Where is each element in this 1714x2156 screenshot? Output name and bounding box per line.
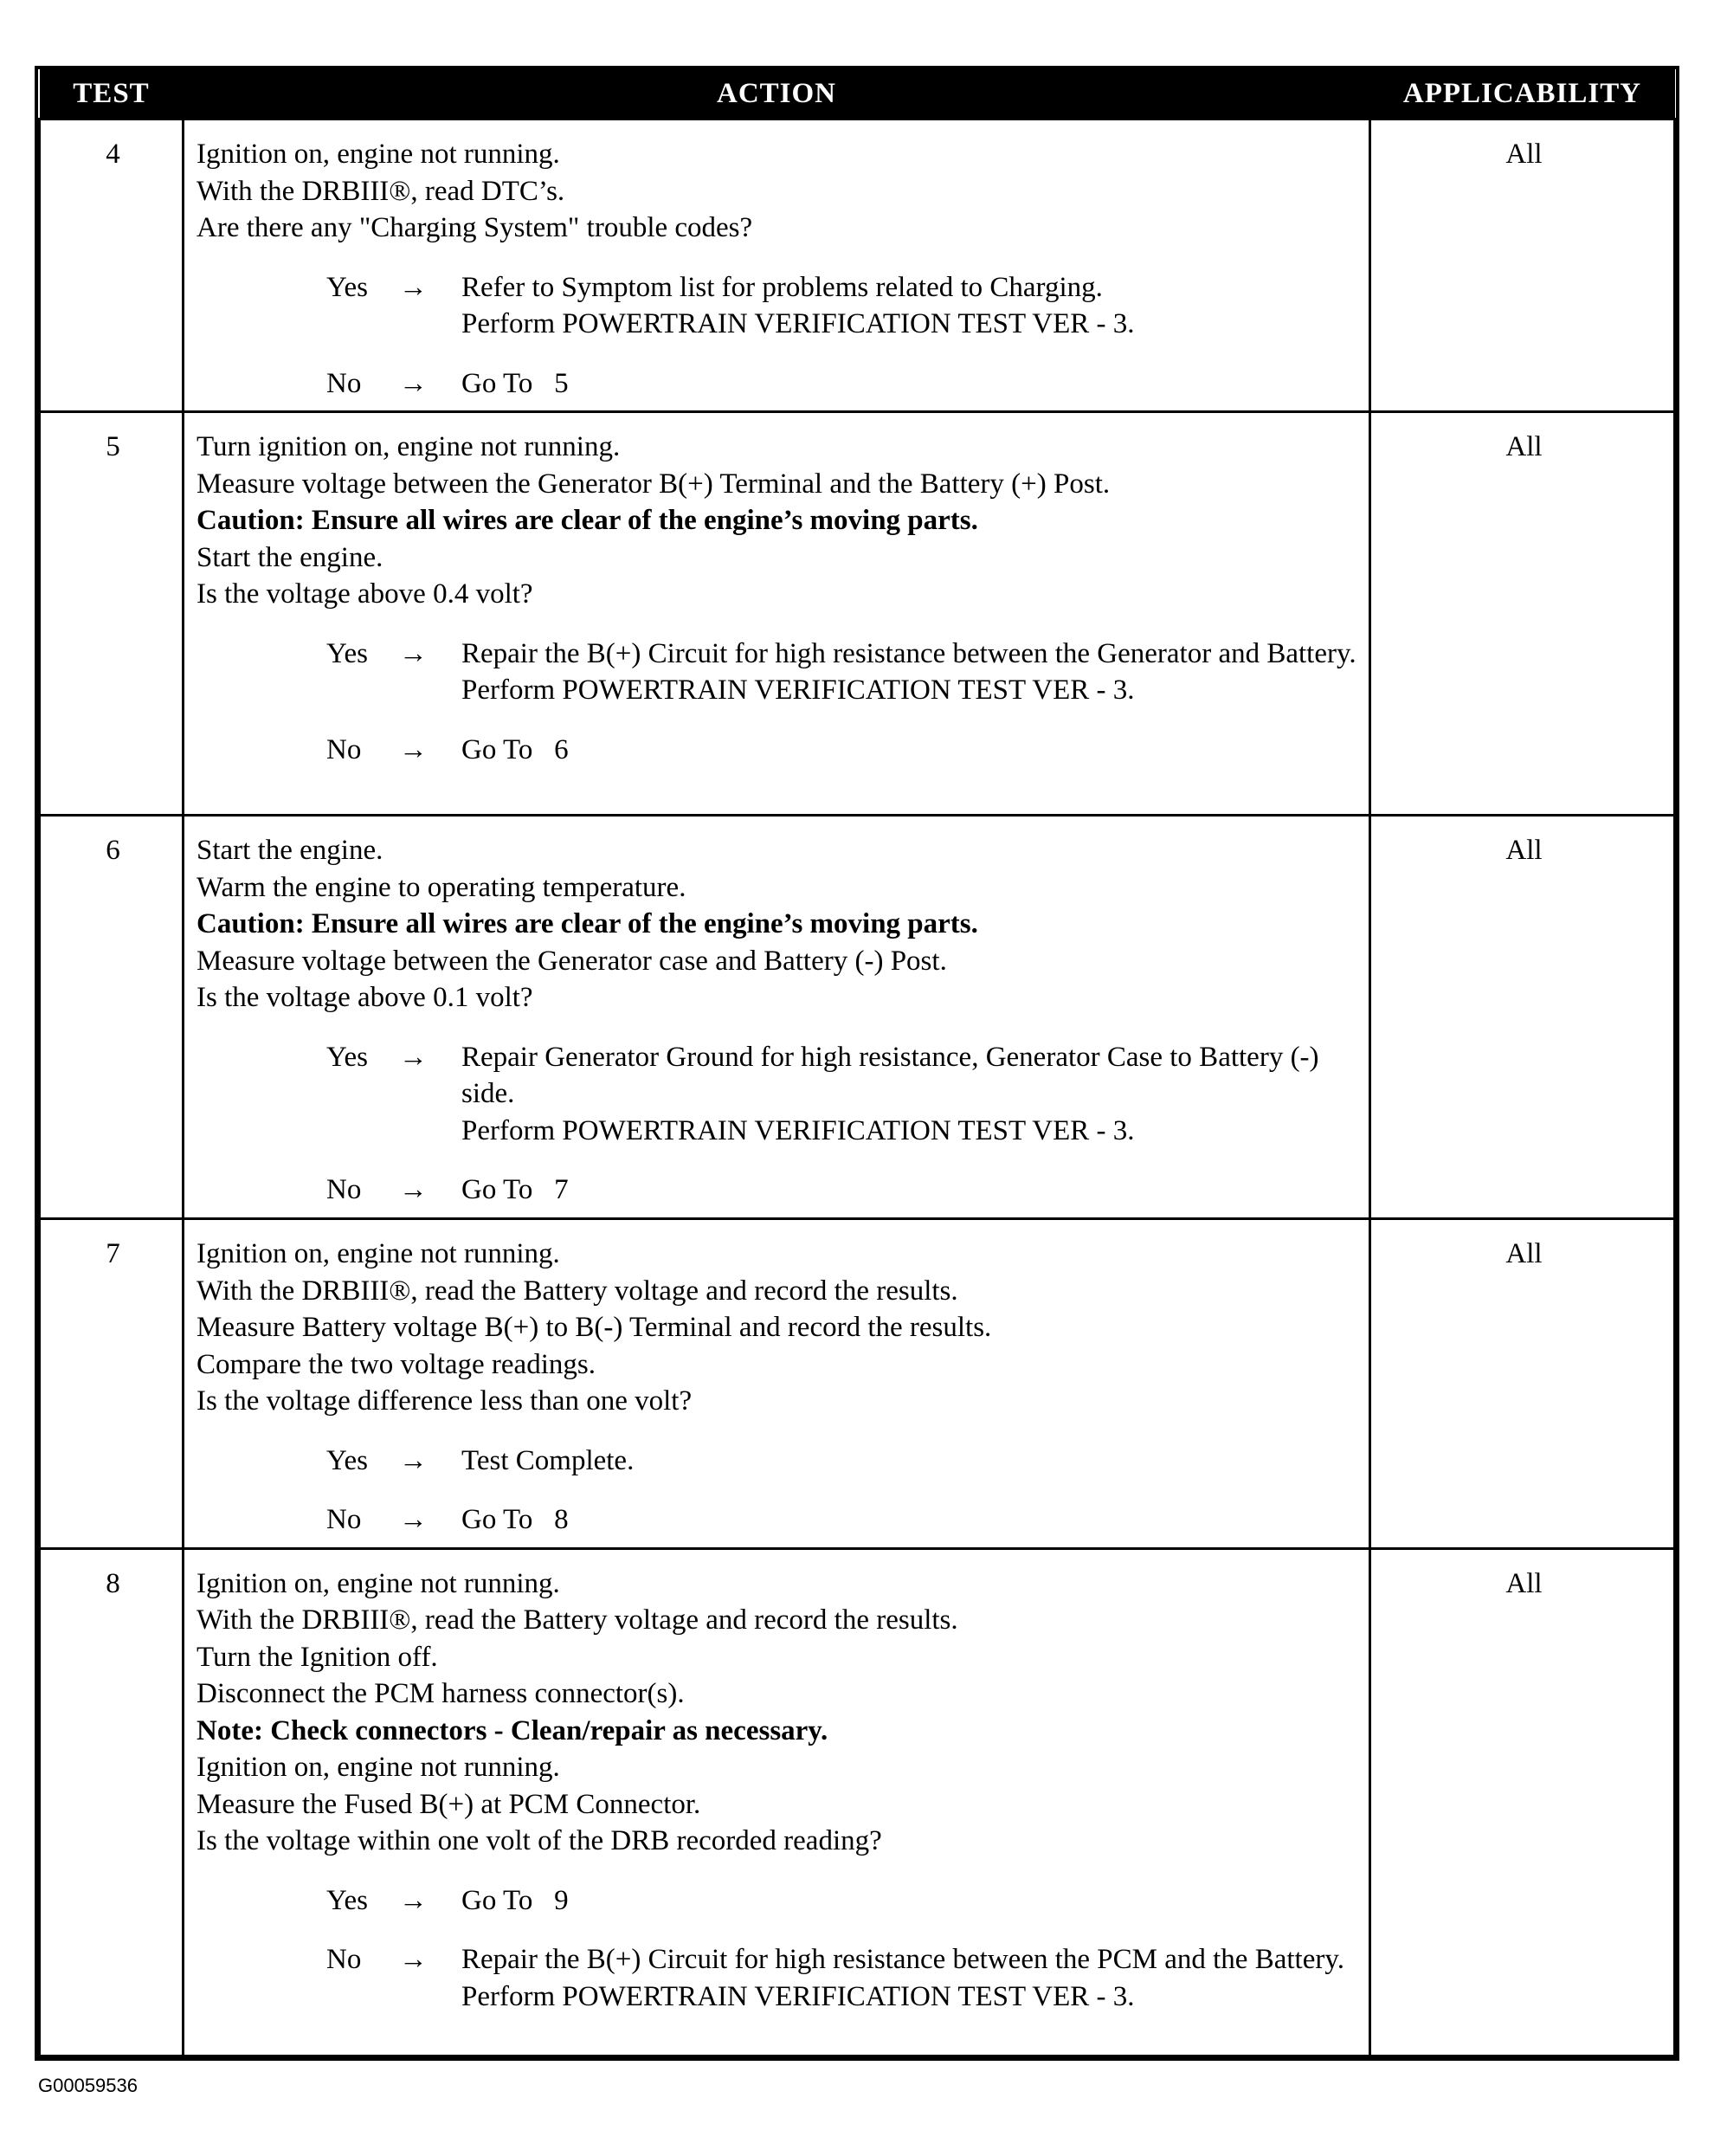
applicability-cell: All [1370, 412, 1675, 816]
result-line: Repair the B(+) Circuit for high resistance between the PCM and the Battery. [461, 1944, 1344, 1975]
yes-result [326, 1443, 1360, 1480]
result-line: Perform POWERTRAIN VERIFICATION TEST VER - 3. [461, 1980, 1135, 2012]
action-cell [184, 816, 1370, 1219]
result-text [461, 636, 1360, 709]
action-step: Start the engine. [197, 835, 383, 866]
applicability-cell: All [1370, 119, 1675, 412]
arrow-icon: → [399, 637, 428, 669]
action-step: Turn the Ignition off. [197, 1641, 438, 1673]
yes-result [326, 1882, 1360, 1920]
diagnostic-test-table [38, 69, 1676, 2057]
yes-label: Yes [326, 271, 369, 303]
no-label: No [326, 367, 362, 399]
result-line: Perform POWERTRAIN VERIFICATION TEST VER - 3. [461, 1114, 1135, 1146]
action-step: Start the engine. [197, 541, 383, 573]
action-step: With the DRBIII®, read the Battery voltage and record the results. [197, 1604, 958, 1636]
arrow-icon: → [399, 1504, 428, 1535]
result-text [461, 1443, 1360, 1480]
test-number: 6 [40, 816, 184, 1219]
yes-result [326, 1039, 1360, 1150]
action-step: With the DRBIII®, read the Battery voltage and record the results. [197, 1275, 958, 1307]
result-text [461, 1501, 1360, 1539]
no-label: No [326, 1504, 362, 1535]
yes-result [326, 269, 1360, 343]
note-step: Note: Check connectors - Clean/repair as necessary. [197, 1714, 828, 1746]
result-line: Go To 9 [461, 1884, 569, 1916]
result-line: Perform POWERTRAIN VERIFICATION TEST VER - 3. [461, 675, 1135, 706]
no-label: No [326, 733, 362, 765]
no-result [326, 1501, 1360, 1539]
action-cell [184, 1548, 1370, 2056]
yes-label: Yes [326, 1444, 369, 1476]
action-cell [184, 119, 1370, 412]
header-action: ACTION [184, 69, 1370, 119]
action-step: Is the voltage difference less than one volt? [197, 1385, 693, 1417]
diagnostic-table-frame [35, 66, 1679, 2061]
result-line: Refer to Symptom list for problems related to Charging. [461, 271, 1103, 303]
yes-label: Yes [326, 637, 369, 669]
table-row [40, 1219, 1675, 1549]
result-text [461, 1941, 1360, 2015]
result-text [461, 269, 1360, 343]
no-result [326, 732, 1360, 769]
action-cell [184, 1219, 1370, 1549]
header-test: TEST [40, 69, 184, 119]
result-text [461, 732, 1360, 769]
arrow-icon: → [399, 271, 428, 303]
action-step: Measure the Fused B(+) at PCM Connector. [197, 1788, 701, 1820]
no-label: No [326, 1174, 362, 1205]
result-line: Go To 5 [461, 367, 569, 399]
no-result [326, 1172, 1360, 1209]
table-row [40, 1548, 1675, 2056]
yes-label: Yes [326, 1884, 369, 1916]
no-result [326, 365, 1360, 403]
action-step: Warm the engine to operating temperature. [197, 871, 686, 903]
arrow-icon: → [399, 1444, 428, 1476]
action-step: Measure voltage between the Generator case and Battery (-) Post. [197, 945, 947, 977]
result-line: Perform POWERTRAIN VERIFICATION TEST VER - 3. [461, 308, 1135, 339]
arrow-icon: → [399, 1174, 428, 1205]
action-step: Is the voltage within one volt of the DRB recorded reading? [197, 1825, 882, 1856]
action-step: Measure voltage between the Generator B(+) Terminal and the Battery (+) Post. [197, 468, 1111, 500]
action-cell [184, 412, 1370, 816]
action-step: Measure Battery voltage B(+) to B(-) Terminal and record the results. [197, 1312, 992, 1343]
action-step: Are there any "Charging System" trouble codes? [197, 212, 753, 243]
table-row [40, 412, 1675, 816]
result-line: Go To 8 [461, 1504, 569, 1535]
result-line: Go To 7 [461, 1174, 569, 1205]
test-number: 7 [40, 1219, 184, 1549]
action-step: Is the voltage above 0.1 volt? [197, 982, 533, 1013]
applicability-cell: All [1370, 1219, 1675, 1549]
result-line: Repair Generator Ground for high resistance, Generator Case to Battery (-) side. [461, 1041, 1319, 1109]
arrow-icon: → [399, 1884, 428, 1916]
result-line: Repair the B(+) Circuit for high resistance between the Generator and Battery. [461, 637, 1356, 669]
result-line: Go To 6 [461, 733, 569, 765]
result-line: Test Complete. [461, 1444, 635, 1476]
header-applicability: APPLICABILITY [1370, 69, 1675, 119]
table-row [40, 119, 1675, 412]
action-step: Disconnect the PCM harness connector(s). [197, 1678, 685, 1709]
no-result [326, 1941, 1360, 2015]
arrow-icon: → [399, 1041, 428, 1073]
result-text [461, 1039, 1360, 1150]
caution-step: Caution: Ensure all wires are clear of the engine’s moving parts. [197, 505, 978, 536]
arrow-icon: → [399, 367, 428, 399]
action-step: Compare the two voltage readings. [197, 1348, 596, 1380]
no-label: No [326, 1944, 362, 1975]
action-step: Ignition on, engine not running. [197, 1567, 560, 1599]
test-number: 8 [40, 1548, 184, 2056]
table-header-row [40, 69, 1675, 119]
arrow-icon: → [399, 1944, 428, 1975]
action-step: Ignition on, engine not running. [197, 1752, 560, 1783]
figure-id: G00059536 [38, 2075, 138, 2096]
action-step: Ignition on, engine not running. [197, 1238, 560, 1269]
table-row [40, 816, 1675, 1219]
action-step: Is the voltage above 0.4 volt? [197, 578, 533, 610]
test-number: 4 [40, 119, 184, 412]
result-text [461, 1882, 1360, 1920]
action-step: Turn ignition on, engine not running. [197, 431, 621, 462]
result-text [461, 365, 1360, 403]
yes-label: Yes [326, 1041, 369, 1073]
result-text [461, 1172, 1360, 1209]
yes-result [326, 636, 1360, 709]
caution-step: Caution: Ensure all wires are clear of the engine’s moving parts. [197, 908, 978, 939]
test-number: 5 [40, 412, 184, 816]
applicability-cell: All [1370, 1548, 1675, 2056]
action-step: Ignition on, engine not running. [197, 139, 560, 170]
applicability-cell: All [1370, 816, 1675, 1219]
action-step: With the DRBIII®, read DTC’s. [197, 175, 565, 207]
arrow-icon: → [399, 733, 428, 765]
